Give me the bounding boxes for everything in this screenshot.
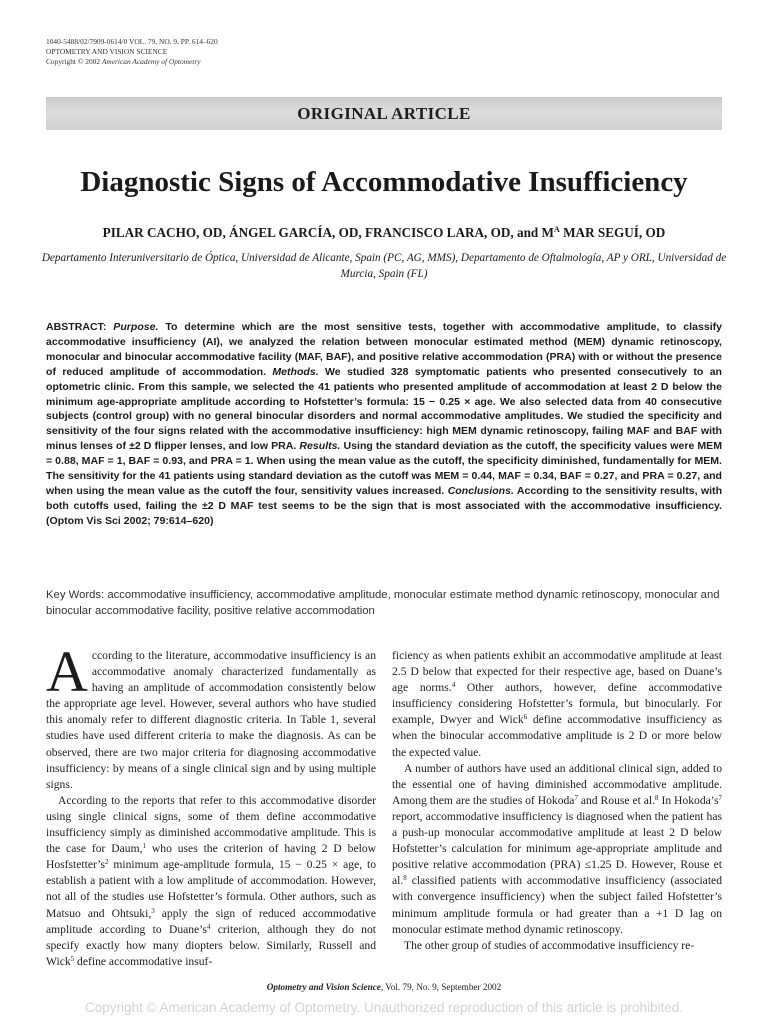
drop-cap: A — [46, 639, 88, 704]
banner-label: ORIGINAL ARTICLE — [297, 103, 471, 123]
citation-ref: 4 — [206, 922, 211, 931]
citation-ref: 5 — [70, 954, 75, 963]
journal-name: OPTOMETRY AND VISION SCIENCE — [46, 47, 168, 56]
citation-ref: 8 — [655, 793, 659, 802]
page-footer: Optometry and Vision Science, Vol. 79, No. 9, September 2002 — [266, 982, 502, 992]
paragraph: The other group of studies of accommodative insufficiency re- — [404, 938, 695, 952]
body-column-right — [392, 648, 722, 954]
citation-ref: 4 — [451, 681, 456, 690]
author-affiliation: Departamento Interuniversitario de Óptica, Universidad de Alicante, Spain (PC, AG, MMS), Departamento de Oftalmología, AP y ORL, Universidad de Murcia, Spain (FL) — [41, 252, 727, 280]
abstract: ABSTRACT: Purpose. To determine which are the most sensitive tests, together with accommodative amplitude, to classify accommodative insufficiency (AI), we analyzed the relation between monocular estimated method (MEM) dynamic retinoscopy, monocular and binocular accommodative facility (MAF, BAF), and positive relative accommodation (PRA) with or without the presence of reduced amplitude of accommodation. Methods. We studied 328 symptomatic patients who presented consecutively to an optometric clinic. From this sample, we selected the 41 patients who presented amplitude of accommodation at least 2 D below the minimum age-appropriate amplitude according to Hofstetter’s formula: 15 − 0.25 × age. We also selected data from 40 consecutive subjects (control group) with no general binocular disorders and normal accommodative amplitudes. We studied the specificity and sensitivity of the four signs related with the accommodative insufficiency: high MEM dynamic retinoscopy, failing MAF and BAF with minus lenses of ±2 D flipper lenses, and low PRA. Results. Using the standard deviation as the cutoff, the specificity values were MEM = 0.88, MAF = 1, BAF = 0.93, and PRA = 1. When using the mean value as the cutoff, the specificity diminished, fundamentally for MEM. The sensitivity for the 41 patients using standard deviation as the cutoff was MEM = 0.44, MAF = 0.34, BAF = 0.27, and PRA = 0.27, and when using the mean value as the cutoff the four, sensitivity values increased. Conclusions. According to the sensitivity results, with both cutoffs used, failing the ±2 D MAF test seems to be the sign that is most associated with the accommodative insufficiency. (Optom Vis Sci 2002; 79:614–620) — [46, 321, 723, 527]
citation-ref: 2 — [105, 858, 109, 867]
abstract-purpose-label: Purpose. — [113, 321, 159, 333]
citation-ref: 8 — [403, 874, 407, 883]
abstract-results-label: Results. — [299, 440, 341, 453]
paragraph: ficiency as when patients exhibit an accommodative amplitude at least 2.5 D below that expected for their respective age, based on Duane’s age norms.$^4$ Other authors, however, define accommodative insufficiency considering Hofstetter’s formula, but binocularly. For example, Dwyer and Wick$^6$ define accommodative insufficiency as when the binocular accommodative amplitude is 2 D or more below the expected value. — [392, 649, 722, 759]
paragraph: According to the literature, accommodative insufficiency is an accommodative anomaly characterized fundamentally as having an amplitude of accommodation consistently below the appropriate age level. However, several authors who have studied this anomaly refer to different diagnostic criteria. In Table 1, several studies have used different criteria to make the diagnosis. As can be observed, there are two major criteria for diagnosing accommodative insufficiency: by means of a single clinical sign and by using multiple signs. — [46, 639, 376, 791]
abstract-conclusions-label: Conclusions. — [447, 484, 514, 497]
publication-code: 1040-5488/02/7909-0614/0 VOL. 79, NO. 9, PP. 614–620 — [46, 37, 218, 46]
paragraph: A number of authors have used an additional clinical sign, added to the essential one of having diminished accommodative amplitude. Among them are the studies of Hokoda$^7$ and Rouse et al.$^8$ In $Hokoda’s^7$ report, accommodative insufficiency is diagnosed when the patient has a push-up monocular accommodative amplitude at least 2 D below Hofstetter’s calculation for minimum age-appropriate amplitude and positive relative accommodation (PRA) ≤1.25 D. However, Rouse et al.$^8$ classified patients with accommodative insufficiency (associated with convergence insufficiency) when the subject failed Hofstetter’s minimum amplitude formula or had greater than a +1 D lag on monocular estimate method dynamic retinoscopy. — [392, 761, 722, 936]
key-words: Key Words: accommodative insufficiency, accommodative amplitude, monocular estimate method dynamic retinoscopy, monocular and binocular accommodative facility, positive relative accommodation — [46, 589, 720, 617]
citation-ref: 3 — [151, 906, 155, 915]
section-banner — [46, 97, 722, 130]
abstract-methods-label: Methods. — [272, 365, 319, 378]
citation-ref: 6 — [523, 713, 528, 722]
citation-ref: 7 — [718, 793, 722, 802]
copyright-watermark: Copyright © American Academy of Optometry. Unauthorized reproduction of this article is prohibited. — [85, 1000, 683, 1015]
citation-ref: 1 — [142, 842, 147, 851]
copyright-line: Copyright © 2002 American Academy of Optometry — [46, 57, 201, 66]
citation-ref: 7 — [574, 793, 578, 802]
paragraph: According to the reports that refer to this accommodative disorder using single clinical signs, some of them define accommodative insufficiency simply as diminished accommodative amplitude. This is the case for Daum,$^1$ who uses the criterion of having 2 D below $Hosfstetter’s^2$ minimum age-amplitude formula, 15 − 0.25 × age, to establish a patient with a low amplitude of accommodation. However, not all of the studies use Hofstetter’s formula. Other authors, such as Matsuo and Ohtsuki,$^3$ apply the sign of reduced accommodative amplitude according to $Duane’s^4$ criterion, although they do not specify exactly how many diopters below. Similarly, Russell and Wick$^5$ define accommodative insuf- — [46, 793, 377, 968]
publication-meta — [46, 37, 218, 67]
body-column-left — [46, 639, 377, 970]
article-title: Diagnostic Signs of Accommodative Insufficiency — [80, 166, 688, 198]
author-list: PILAR CACHO, OD, ÁNGEL GARCÍA, OD, FRANCISCO LARA, OD, and $M^A$ MAR SEGUÍ, OD — [102, 225, 666, 240]
